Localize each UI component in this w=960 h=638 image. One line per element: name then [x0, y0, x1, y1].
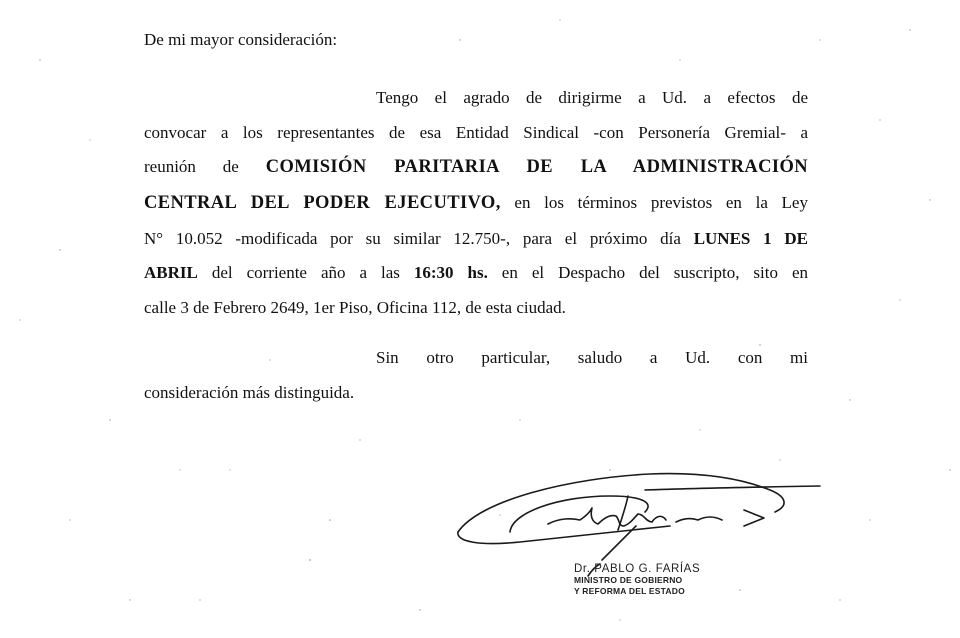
text-run: en los términos previstos en la Ley [500, 193, 808, 212]
paragraph-2-line-1: Sin otro particular, saludo a Ud. con mi [376, 348, 808, 367]
paragraph-2-line-2: consideración más distinguida. [144, 383, 355, 402]
stamp-role-line-1: MINISTRO DE GOBIERNO [574, 575, 683, 585]
meeting-date-part-1: LUNES 1 DE [693, 229, 808, 248]
paragraph-1-line-4 [144, 193, 808, 213]
paragraph-1-line-3 [144, 157, 808, 177]
salutation: De mi mayor consideración: [144, 30, 338, 49]
handwritten-signature [440, 460, 830, 580]
text-run: N° 10.052 -modificada por su similar 12.750-, para el próximo día [144, 229, 694, 248]
text-run: del corriente año a las [197, 263, 414, 282]
paragraph-1-line-6 [144, 263, 808, 283]
stamp-role-line-2: Y REFORMA DEL ESTADO [574, 586, 685, 596]
paragraph-1-line-5 [144, 229, 808, 249]
text-run: en el Despacho del suscripto, sito en [487, 263, 809, 282]
signature-stamp [574, 564, 700, 597]
paragraph-1-line-1: Tengo el agrado de dirigirme a Ud. a efectos de [376, 88, 808, 107]
meeting-date-part-2: ABRIL [144, 263, 198, 282]
text-run: reunión de [144, 157, 239, 176]
meeting-name-part-2: CENTRAL DEL PODER EJECUTIVO, [144, 193, 501, 213]
paragraph-1-line-2: convocar a los representantes de esa Entidad Sindical -con Personería Gremial- a [144, 123, 808, 142]
stamp-name: Dr. PABLO G. FARÍAS [574, 563, 701, 575]
meeting-time: 16:30 hs. [413, 263, 488, 282]
paragraph-1-line-7: calle 3 de Febrero 2649, 1er Piso, Oficina 112, de esta ciudad. [144, 298, 566, 317]
meeting-name-part-1: COMISIÓN PARITARIA DE LA ADMINISTRACIÓN [265, 157, 809, 177]
